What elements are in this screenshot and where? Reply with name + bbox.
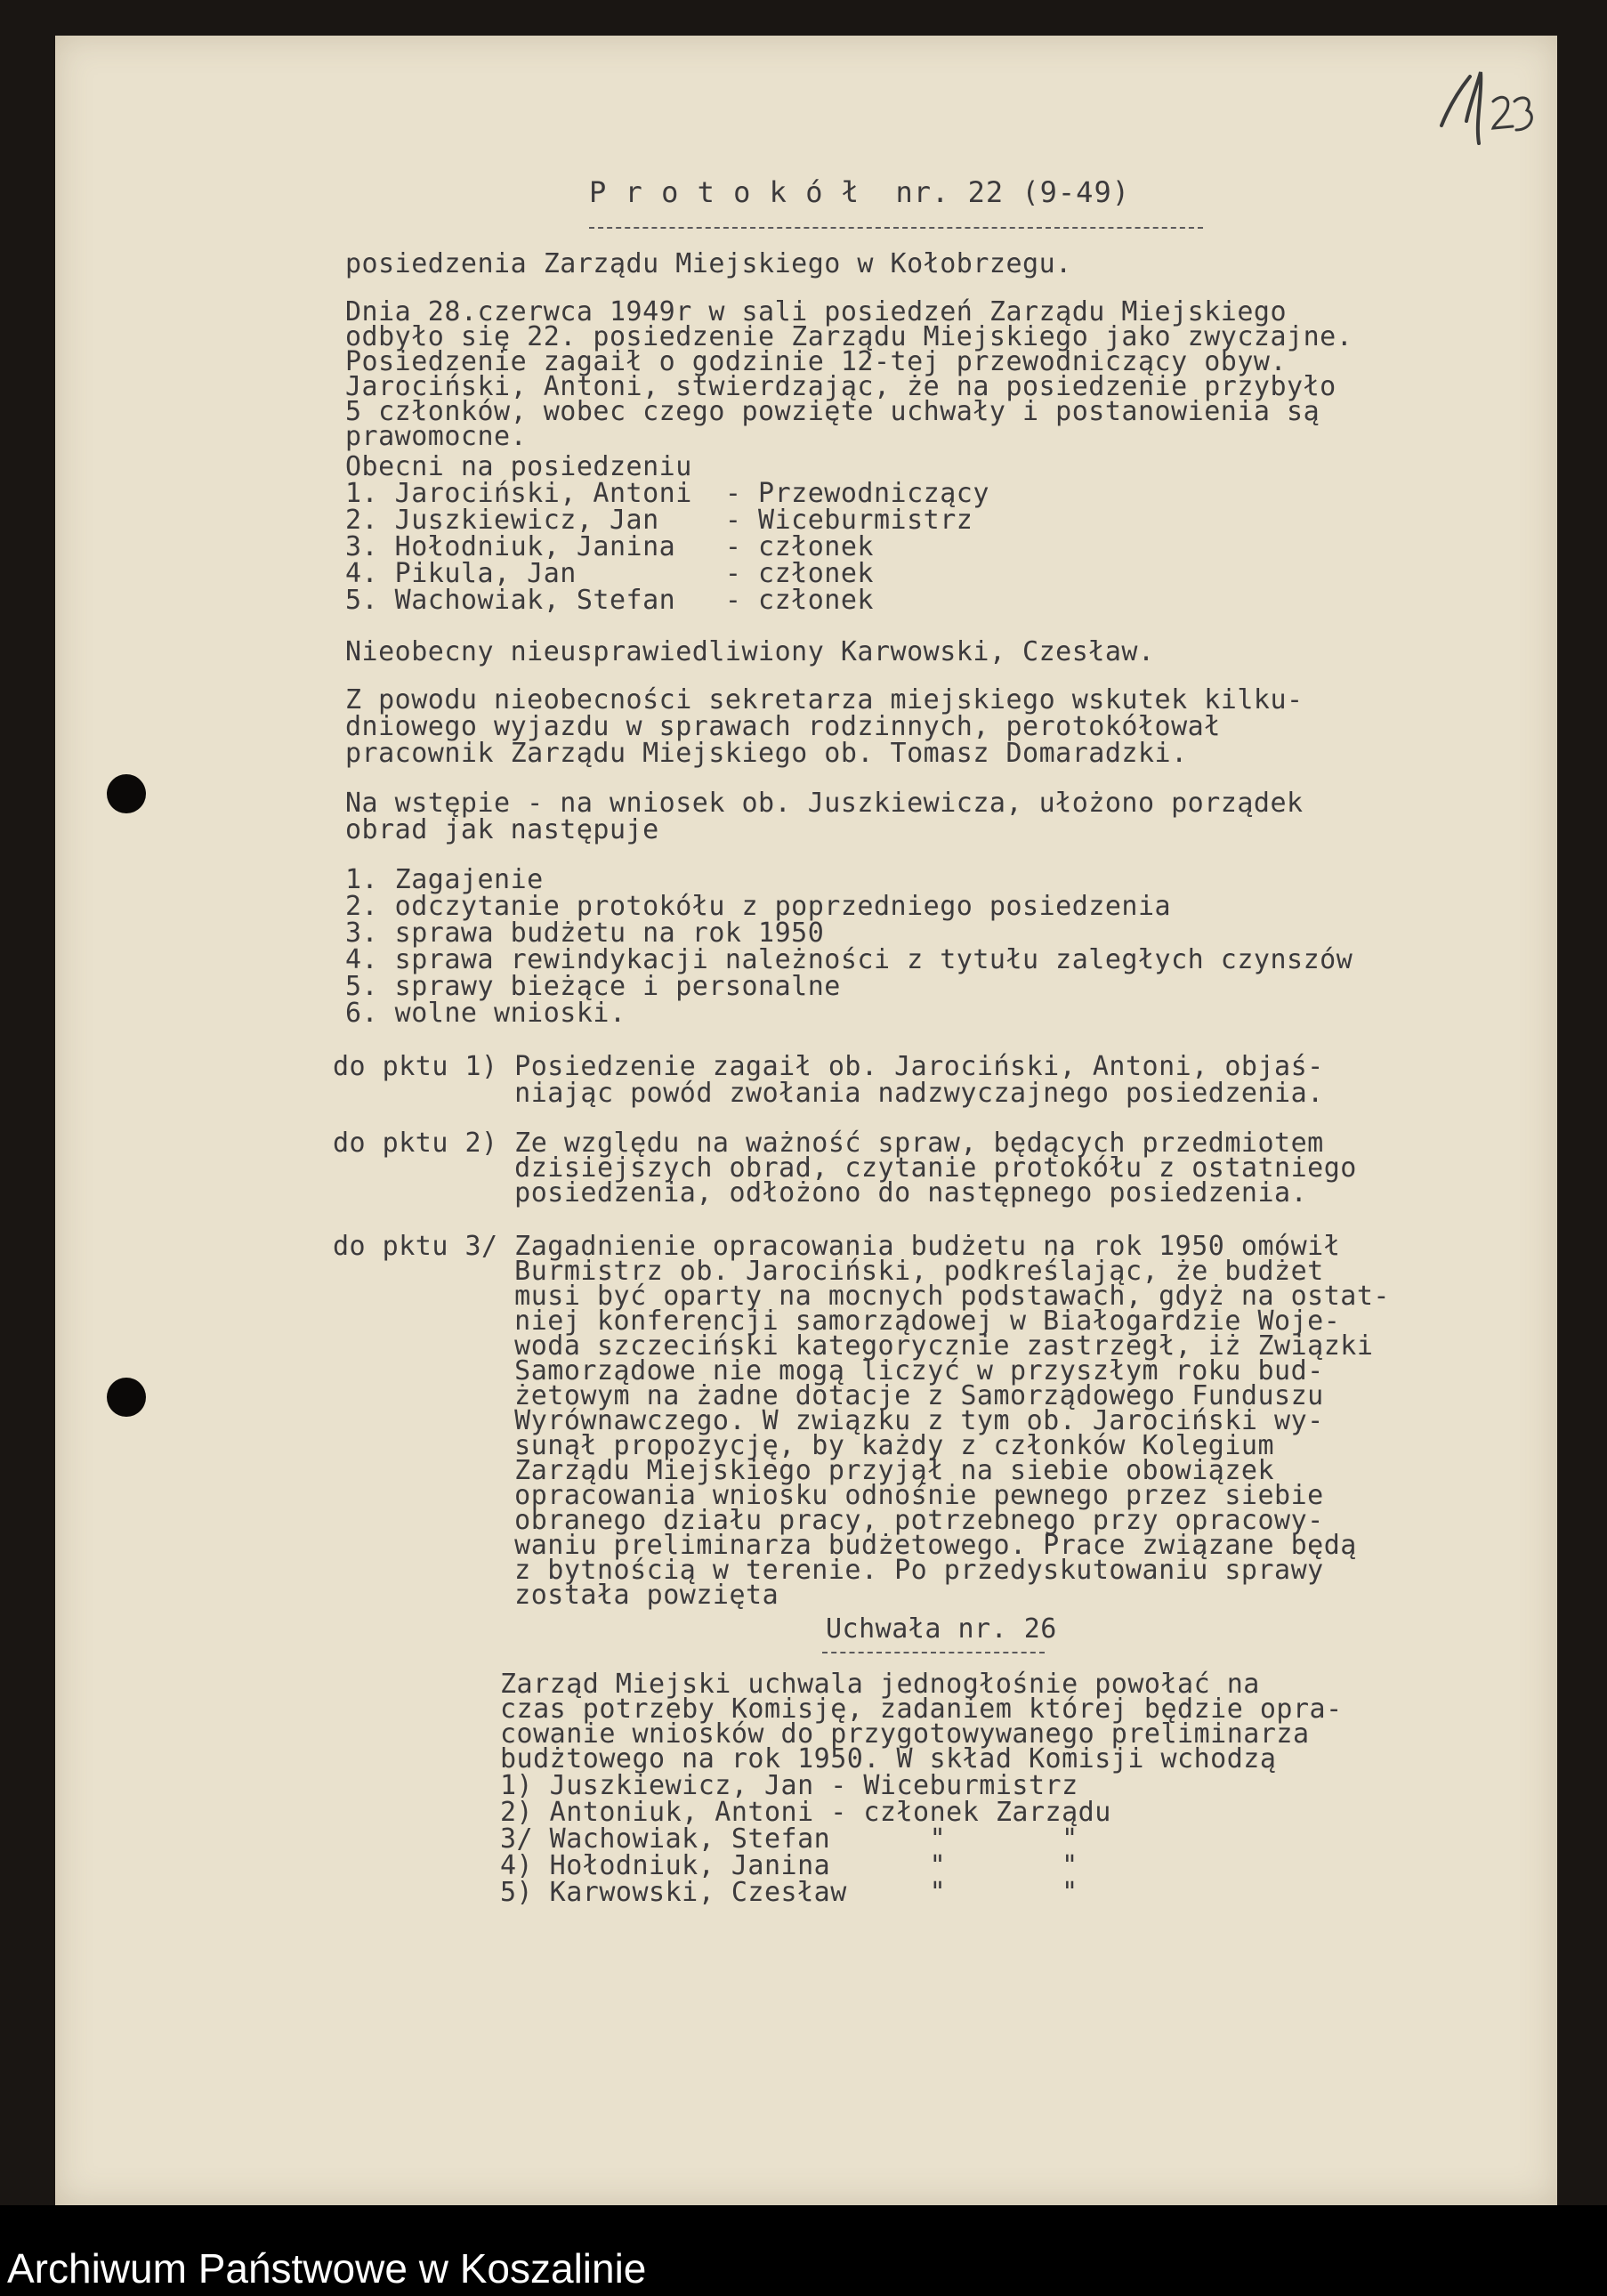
point-text: posiedzenia, odłożono do następnego posiedzenia. [333,1177,1308,1209]
point-text: obranego działu pracy, potrzebnego przy opracowy- [333,1505,1324,1536]
point-text: woda szczeciński kategorycznie zastrzegł, iż Związki [333,1330,1374,1362]
point-text: Samorządowe nie mogą liczyć w przyszłym roku bud- [333,1355,1324,1386]
resolution-underline [822,1652,1045,1653]
agenda-item: 5. sprawy bieżące i personalne [345,971,841,1002]
point-text: musi być oparty na mocnych podstawach, gdyż na ostat- [333,1281,1390,1312]
document-page [55,36,1557,2205]
archive-name: Archiwum Państwowe w Koszalinie [7,2245,647,2292]
committee-member: 1) Juszkiewicz, Jan - Wiceburmistrz [500,1770,1078,1801]
point-text: Burmistrz ob. Jarociński, podkreślając, że budżet [333,1256,1324,1287]
text-line: pracownik Zarządu Miejskiego ob. Tomasz Domaradzki. [345,738,1188,769]
point-text: do pktu 3/ Zagadnienie opracowania budżetu na rok 1950 omówił [333,1231,1341,1262]
document-title: P r o t o k ó ł nr. 22 (9-49) [589,175,1130,209]
committee-member: 3/ Wachowiak, Stefan " " [500,1823,1078,1855]
resolution-text: czas potrzeby Komisję, zadaniem której będzie opra- [500,1694,1343,1725]
text-line: prawomocne. [345,421,528,452]
point-text: do pktu 1) Posiedzenie zagaił ob. Jarociński, Antoni, objaś- [333,1051,1324,1082]
point-text: została powzięta [333,1580,779,1611]
text-line: Dnia 28.czerwca 1949r w sali posiedzeń Zarządu Miejskiego [345,296,1288,327]
attendee-row: 2. Juszkiewicz, Jan - Wiceburmistrz [345,505,973,536]
resolution-text: Zarząd Miejski uchwala jednogłośnie powołać na [500,1669,1260,1700]
title-underline [589,227,1203,229]
attendee-row: 5. Wachowiak, Stefan - członek [345,585,874,616]
point-text: z bytnością w terenie. Po przedyskutowaniu sprawy [333,1555,1324,1586]
agenda-item: 2. odczytanie protokółu z poprzedniego posiedzenia [345,891,1172,922]
point-text: Wyrównawczego. W związku z tym ob. Jarociński wy- [333,1405,1324,1436]
text-line: Nieobecny nieusprawiedliwiony Karwowski, Czesław. [345,636,1155,667]
point-text: opracowania wniosku odnośnie pewnego przez siebie [333,1480,1324,1511]
point-text: do pktu 2) Ze względu na ważność spraw, będących przedmiotem [333,1128,1324,1159]
text-line: dniowego wyjazdu w sprawach rodzinnych, perotokółował [345,711,1221,742]
resolution-title: Uchwała nr. 26 [826,1613,1057,1645]
agenda-item: 3. sprawa budżetu na rok 1950 [345,918,825,949]
text-line: Obecni na posiedzeniu [345,451,692,482]
text-line: Posiedzenie zagaił o godzinie 12-tej przewodniczący obyw. [345,346,1288,377]
committee-member: 5) Karwowski, Czesław " " [500,1877,1078,1908]
text-line: Na wstępie - na wniosek ob. Juszkiewicza, ułożono porządek [345,788,1304,819]
text-line: Jarociński, Antoni, stwierdzając, że na posiedzenie przybyło [345,371,1336,402]
resolution-text: budżtowego na rok 1950. W skład Komisji wchodzą [500,1743,1277,1775]
point-text: sunął propozycję, by każdy z członków Kolegium [333,1430,1275,1461]
text-line: 5 członków, wobec czego powzięte uchwały i postanowienia są [345,396,1320,427]
point-text: niając powód zwołania nadzwyczajnego posiedzenia. [333,1078,1324,1109]
committee-member: 2) Antoniuk, Antoni - członek Zarządu [500,1797,1111,1828]
text-line: posiedzenia Zarządu Miejskiego w Kołobrzegu. [345,248,1072,279]
text-line: Z powodu nieobecności sekretarza miejskiego wskutek kilku- [345,684,1304,715]
attendee-row: 1. Jarociński, Antoni - Przewodniczący [345,478,989,509]
agenda-item: 1. Zagajenie [345,864,544,895]
text-line: obrad jak następuje [345,814,659,845]
point-text: niej konferencji samorządowej w Białogardzie Woje- [333,1306,1341,1337]
point-text: waniu preliminarza budżetowego. Prace związane będą [333,1530,1357,1561]
point-text: Zarządu Miejskiego przyjął na siebie obowiązek [333,1455,1275,1486]
typed-document [55,36,1557,2205]
point-text: żetowym na żadne dotacje z Samorządowego Funduszu [333,1380,1324,1411]
point-text: dzisiejszych obrad, czytanie protokółu z ostatniego [333,1152,1357,1184]
agenda-item: 4. sprawa rewindykacji należności z tytułu zaległych czynszów [345,944,1353,975]
attendee-row: 4. Pikula, Jan - członek [345,558,874,589]
resolution-text: cowanie wniosków do przygotowywanego preliminarza [500,1718,1310,1750]
text-line: odbyło się 22. posiedzenie Zarządu Miejskiego jako zwyczajne. [345,321,1353,352]
attendee-row: 3. Hołodniuk, Janina - członek [345,531,874,562]
committee-member: 4) Hołodniuk, Janina " " [500,1850,1078,1881]
agenda-item: 6. wolne wnioski. [345,998,626,1029]
